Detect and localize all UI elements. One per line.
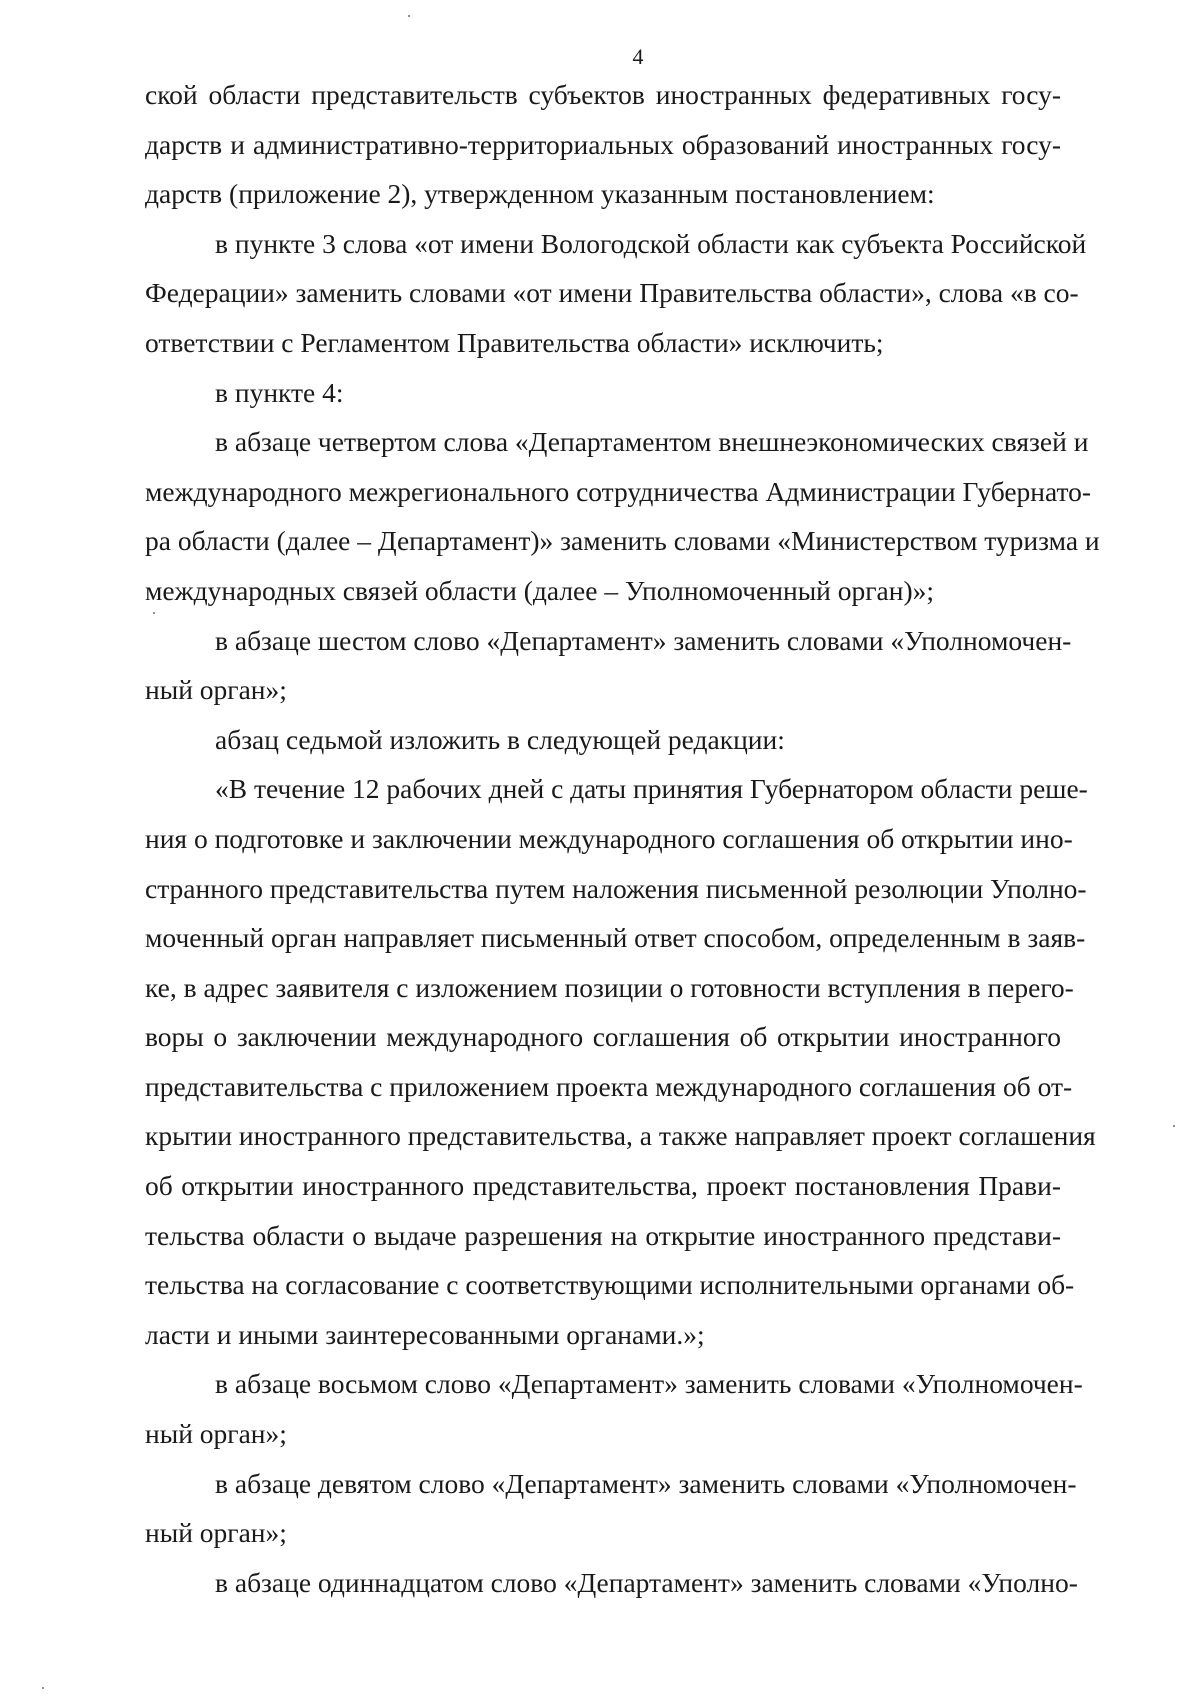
text-line: дарств (приложение 2), утвержденном указанным постановлением: [145,178,935,210]
text-line: международных связей области (далее – Уполномоченный орган)»; [145,574,935,606]
text-line: представительства с приложением проекта международного соглашения об от- [145,1070,1073,1102]
text-line: в абзаце одиннадцатом слово «Департамент» заменить словами «Уполно- [215,1566,1078,1598]
page-number: 4 [632,44,644,69]
scan-speck [153,612,155,614]
text-line: ный орган»; [145,674,287,706]
text-line: в пункте 4: [215,376,344,408]
scan-speck [408,15,410,17]
text-line: абзац седьмой изложить в следующей редакции: [215,723,785,755]
scan-speck [42,1687,44,1689]
text-line: ответствии с Регламентом Правительства области» исключить; [145,326,884,358]
text-line: «В течение 12 рабочих дней с даты принятия Губернатором области реше- [215,773,1088,805]
text-line: международного межрегионального сотрудничества Администрации Губернато- [145,475,1092,507]
document-body [145,70,1100,1607]
text-line: странного представительства путем наложения письменной резолюции Уполно- [145,872,1087,904]
text-line: тельства на согласование с соответствующими исполнительными органами об- [145,1269,1075,1301]
text-line: дарств и административно-территориальных образований иностранных госу- [145,128,1061,160]
text-line: ный орган»; [145,1418,287,1450]
text-line: в абзаце девятом слово «Департамент» заменить словами «Уполномочен- [215,1467,1077,1499]
text-line: ской области представительств субъектов иностранных федеративных госу- [145,79,1061,110]
text-line: в абзаце восьмом слово «Департамент» заменить словами «Уполномочен- [215,1368,1083,1400]
text-line: моченный орган направляет письменный ответ способом, определенным в заяв- [145,922,1086,954]
text-line: в абзаце четвертом слова «Департаментом внешнеэкономических связей и [215,426,1089,458]
scan-speck [1173,1125,1175,1127]
text-line: ласти и иными заинтересованными органами.»; [145,1318,705,1350]
text-line: ный орган»; [145,1517,287,1549]
text-line: ра области (далее – Департамент)» заменить словами «Министерством туризма и [145,525,1100,557]
text-line: ке, в адрес заявителя с изложением позиции о готовности вступления в перего- [145,971,1074,1003]
text-line: в абзаце шестом слово «Департамент» заменить словами «Уполномочен- [215,624,1072,656]
text-line: ния о подготовке и заключении международного соглашения об открытии ино- [145,822,1073,854]
text-line: об открытии иностранного представительства, проект постановления Прави- [145,1170,1061,1202]
text-line: тельства области о выдаче разрешения на открытие иностранного представи- [145,1219,1061,1251]
text-line: крытии иностранного представительства, а также направляет проект соглашения [145,1120,1096,1152]
text-line: в пункте 3 слова «от имени Вологодской области как субъекта Российской [215,227,1087,259]
text-line: воры о заключении международного соглашения об открытии иностранного [145,1021,1061,1053]
text-line: Федерации» заменить словами «от имени Правительства области», слова «в со- [145,277,1079,309]
